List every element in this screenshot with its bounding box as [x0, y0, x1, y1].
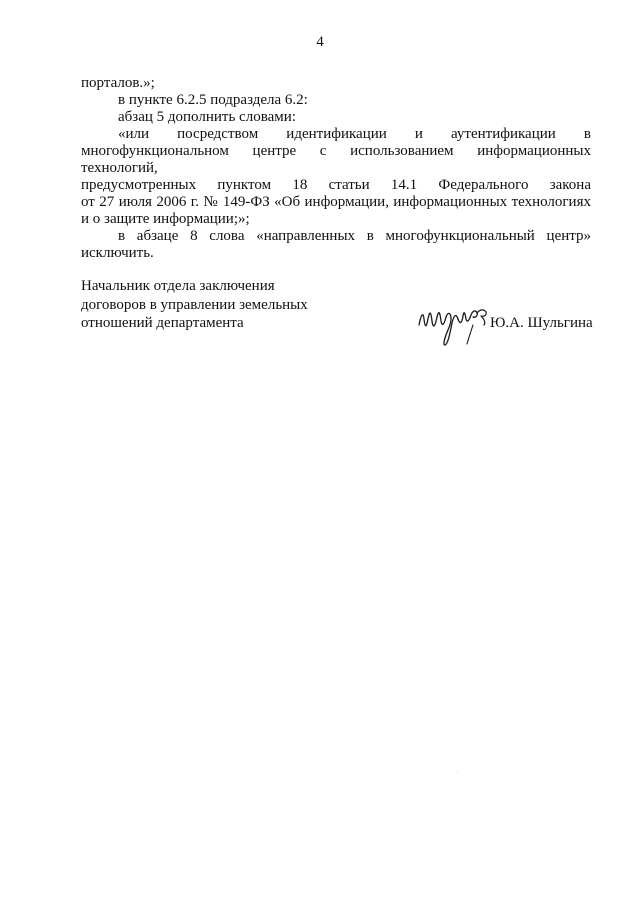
scan-speck — [457, 771, 458, 772]
quote-line: и о защите информации;»; — [81, 211, 250, 227]
signer-position-line: Начальник отдела заключения — [81, 278, 275, 294]
paragraph-abzac-8: в абзаце 8 слова «направленных в многофункциональный центр» — [118, 228, 591, 244]
signature-block — [81, 277, 591, 357]
paragraph-abzac-8-end: исключить. — [81, 245, 154, 261]
document-body — [81, 75, 591, 262]
quote-line: многофункциональном центре с использованием информационных технологий, — [81, 143, 591, 176]
page-number: 4 — [316, 34, 324, 50]
handwritten-signature — [415, 289, 495, 349]
signer-name: Ю.А. Шульгина — [490, 315, 593, 331]
quote-line: предусмотренных пунктом 18 статьи 14.1 Федерального закона — [81, 177, 591, 193]
signer-position-line: договоров в управлении земельных — [81, 296, 308, 313]
signer-position-line: отношений департамента — [81, 315, 244, 331]
paragraph-point-6-2-5: в пункте 6.2.5 подраздела 6.2: — [118, 92, 308, 108]
continuation-line: порталов.»; — [81, 75, 155, 91]
quote-line: «или посредством идентификации и аутентификации в — [118, 126, 591, 142]
quote-line: от 27 июля 2006 г. № 149-ФЗ «Об информации, информационных технологиях — [81, 194, 591, 210]
signer-position — [81, 277, 381, 333]
paragraph-abzac-5: абзац 5 дополнить словами: — [118, 109, 296, 125]
